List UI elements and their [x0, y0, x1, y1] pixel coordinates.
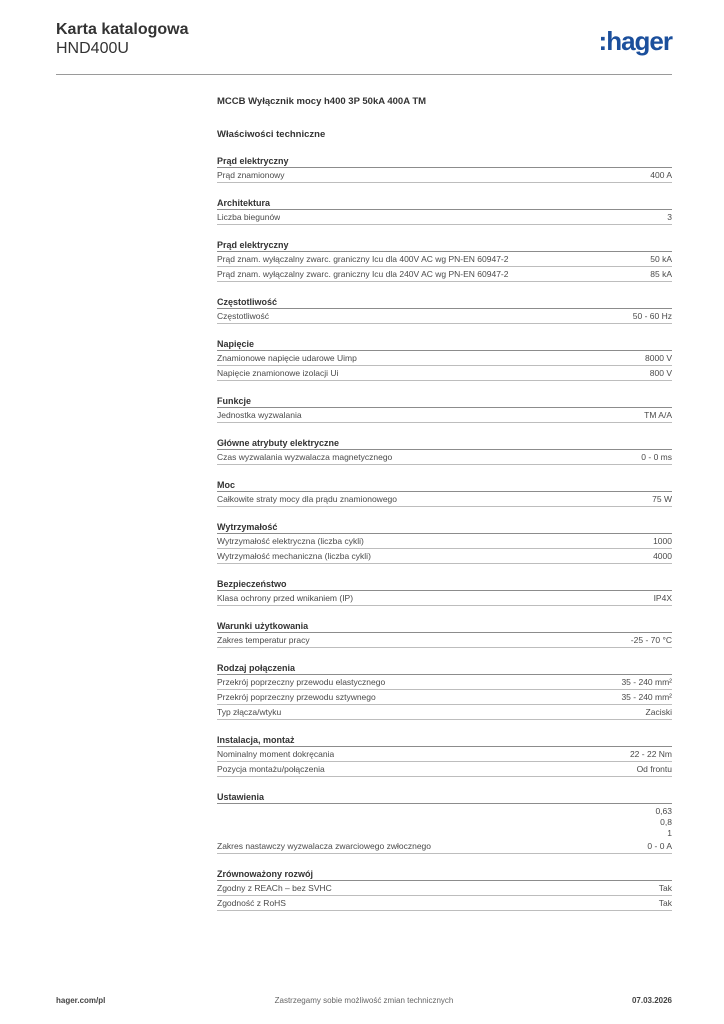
spec-value: 85 kA — [650, 269, 672, 279]
spec-value: 4000 — [653, 551, 672, 561]
spec-row — [217, 492, 672, 507]
spec-label: Całkowite straty mocy dla prądu znamionowego — [217, 494, 398, 504]
spec-group — [217, 437, 672, 465]
spec-value: 0 - 0 A — [647, 841, 672, 851]
spec-value: 22 - 22 Nm — [629, 749, 672, 759]
spec-value: 35 - 240 mm² — [621, 677, 672, 687]
spec-group-title: Instalacja, montaż — [217, 734, 672, 747]
spec-row — [217, 675, 672, 690]
spec-value: 50 kA — [650, 254, 672, 264]
spec-row — [217, 762, 672, 777]
spec-group — [217, 662, 672, 720]
spec-content — [217, 95, 672, 911]
spec-value: 1000 — [653, 536, 672, 546]
spec-value: Tak — [658, 898, 672, 908]
spec-row — [217, 168, 672, 183]
spec-row — [217, 881, 672, 896]
spec-value: 8000 V — [645, 353, 672, 363]
spec-value: 75 W — [652, 494, 672, 504]
footer-website-link[interactable]: hager.com/pl — [56, 996, 106, 1005]
spec-value: 0,8 — [660, 817, 672, 827]
spec-group — [217, 868, 672, 911]
spec-group — [217, 296, 672, 324]
spec-row — [217, 690, 672, 705]
spec-group — [217, 239, 672, 282]
spec-label: Wytrzymałość elektryczna (liczba cykli) — [217, 536, 364, 546]
spec-group — [217, 620, 672, 648]
page-footer — [56, 996, 672, 1010]
spec-group — [217, 734, 672, 777]
spec-row — [217, 633, 672, 648]
spec-group-title: Częstotliwość — [217, 296, 672, 309]
section-title: Właściwości techniczne — [217, 129, 326, 140]
spec-label: Nominalny moment dokręcania — [217, 749, 335, 759]
spec-group — [217, 338, 672, 381]
spec-value: 0,63 — [655, 806, 672, 816]
footer-date: 07.03.2026 — [631, 996, 672, 1005]
spec-row — [217, 366, 672, 381]
spec-value: 1 — [667, 828, 672, 838]
spec-label: Częstotliwość — [217, 311, 269, 321]
spec-label: Przekrój poprzeczny przewodu elastycznego — [217, 677, 386, 687]
product-code: HND400U — [56, 40, 129, 57]
spec-group — [217, 521, 672, 564]
spec-label: Prąd znam. wyłączalny zwarc. graniczny Icu dla 400V AC wg PN-EN 60947-2 — [217, 254, 509, 264]
spec-value: 800 V — [649, 368, 672, 378]
spec-label: Jednostka wyzwalania — [217, 410, 302, 420]
spec-group-title: Prąd elektryczny — [217, 155, 672, 168]
spec-label: Napięcie znamionowe izolacji Ui — [217, 368, 339, 378]
header-divider — [56, 74, 672, 75]
spec-row — [217, 408, 672, 423]
spec-multi-values — [217, 804, 672, 839]
hager-logo: :hager — [598, 26, 672, 56]
spec-value: Zaciski — [645, 707, 672, 717]
spec-group-title: Główne atrybuty elektryczne — [217, 437, 672, 450]
spec-group-title: Rodzaj połączenia — [217, 662, 672, 675]
spec-row — [217, 534, 672, 549]
spec-row — [217, 549, 672, 564]
spec-value: TM A/A — [644, 410, 672, 420]
footer-notice: Zastrzegamy sobie możliwość zmian technicznych — [274, 996, 454, 1005]
spec-group — [217, 578, 672, 606]
spec-label: Czas wyzwalania wyzwalacza magnetycznego — [217, 452, 393, 462]
spec-group — [217, 155, 672, 183]
spec-group-title: Wytrzymałość — [217, 521, 672, 534]
spec-label: Przekrój poprzeczny przewodu sztywnego — [217, 692, 376, 702]
spec-label: Klasa ochrony przed wnikaniem (IP) — [217, 593, 354, 603]
spec-value: Od frontu — [636, 764, 672, 774]
spec-group-title: Prąd elektryczny — [217, 239, 672, 252]
spec-group — [217, 395, 672, 423]
spec-value: 0 - 0 ms — [641, 452, 672, 462]
spec-row — [217, 705, 672, 720]
spec-label: Zakres temperatur pracy — [217, 635, 310, 645]
spec-row — [217, 747, 672, 762]
spec-label: Liczba biegunów — [217, 212, 281, 222]
spec-row — [217, 450, 672, 465]
spec-group-title: Zrównoważony rozwój — [217, 868, 672, 881]
spec-group-title: Warunki użytkowania — [217, 620, 672, 633]
spec-value: IP4X — [653, 593, 672, 603]
spec-groups — [217, 155, 672, 911]
spec-row — [217, 210, 672, 225]
spec-row — [217, 267, 672, 282]
spec-label: Zgodność z RoHS — [217, 898, 286, 908]
spec-group-title: Bezpieczeństwo — [217, 578, 672, 591]
spec-row — [217, 591, 672, 606]
spec-row — [217, 839, 672, 854]
spec-label: Pozycja montażu/połączenia — [217, 764, 325, 774]
spec-group-title: Funkcje — [217, 395, 672, 408]
spec-value: -25 - 70 °C — [630, 635, 672, 645]
spec-value: 35 - 240 mm² — [621, 692, 672, 702]
spec-label: Zgodny z REACh – bez SVHC — [217, 883, 332, 893]
spec-label: Zakres nastawczy wyzwalacza zwarciowego zwłocznego — [217, 841, 431, 851]
page-header — [56, 20, 672, 68]
spec-value: 3 — [667, 212, 672, 222]
spec-row — [217, 351, 672, 366]
spec-label: Znamionowe napięcie udarowe Uimp — [217, 353, 357, 363]
spec-value: 400 A — [650, 170, 672, 180]
document-title: Karta katalogowa — [56, 21, 189, 38]
spec-row — [217, 309, 672, 324]
spec-label: Wytrzymałość mechaniczna (liczba cykli) — [217, 551, 371, 561]
spec-value: 50 - 60 Hz — [632, 311, 672, 321]
spec-row — [217, 896, 672, 911]
spec-label: Typ złącza/wtyku — [217, 707, 282, 717]
spec-group-title: Napięcie — [217, 338, 672, 351]
spec-row — [217, 252, 672, 267]
spec-group-title: Ustawienia — [217, 791, 672, 804]
spec-group — [217, 197, 672, 225]
spec-label: Prąd znam. wyłączalny zwarc. graniczny Icu dla 240V AC wg PN-EN 60947-2 — [217, 269, 509, 279]
spec-group-title: Architektura — [217, 197, 672, 210]
product-title: MCCB Wyłącznik mocy h400 3P 50kA 400A TM — [217, 96, 427, 107]
spec-value: Tak — [658, 883, 672, 893]
spec-group — [217, 479, 672, 507]
spec-group-title: Moc — [217, 479, 672, 492]
spec-label: Prąd znamionowy — [217, 170, 285, 180]
spec-group — [217, 791, 672, 854]
